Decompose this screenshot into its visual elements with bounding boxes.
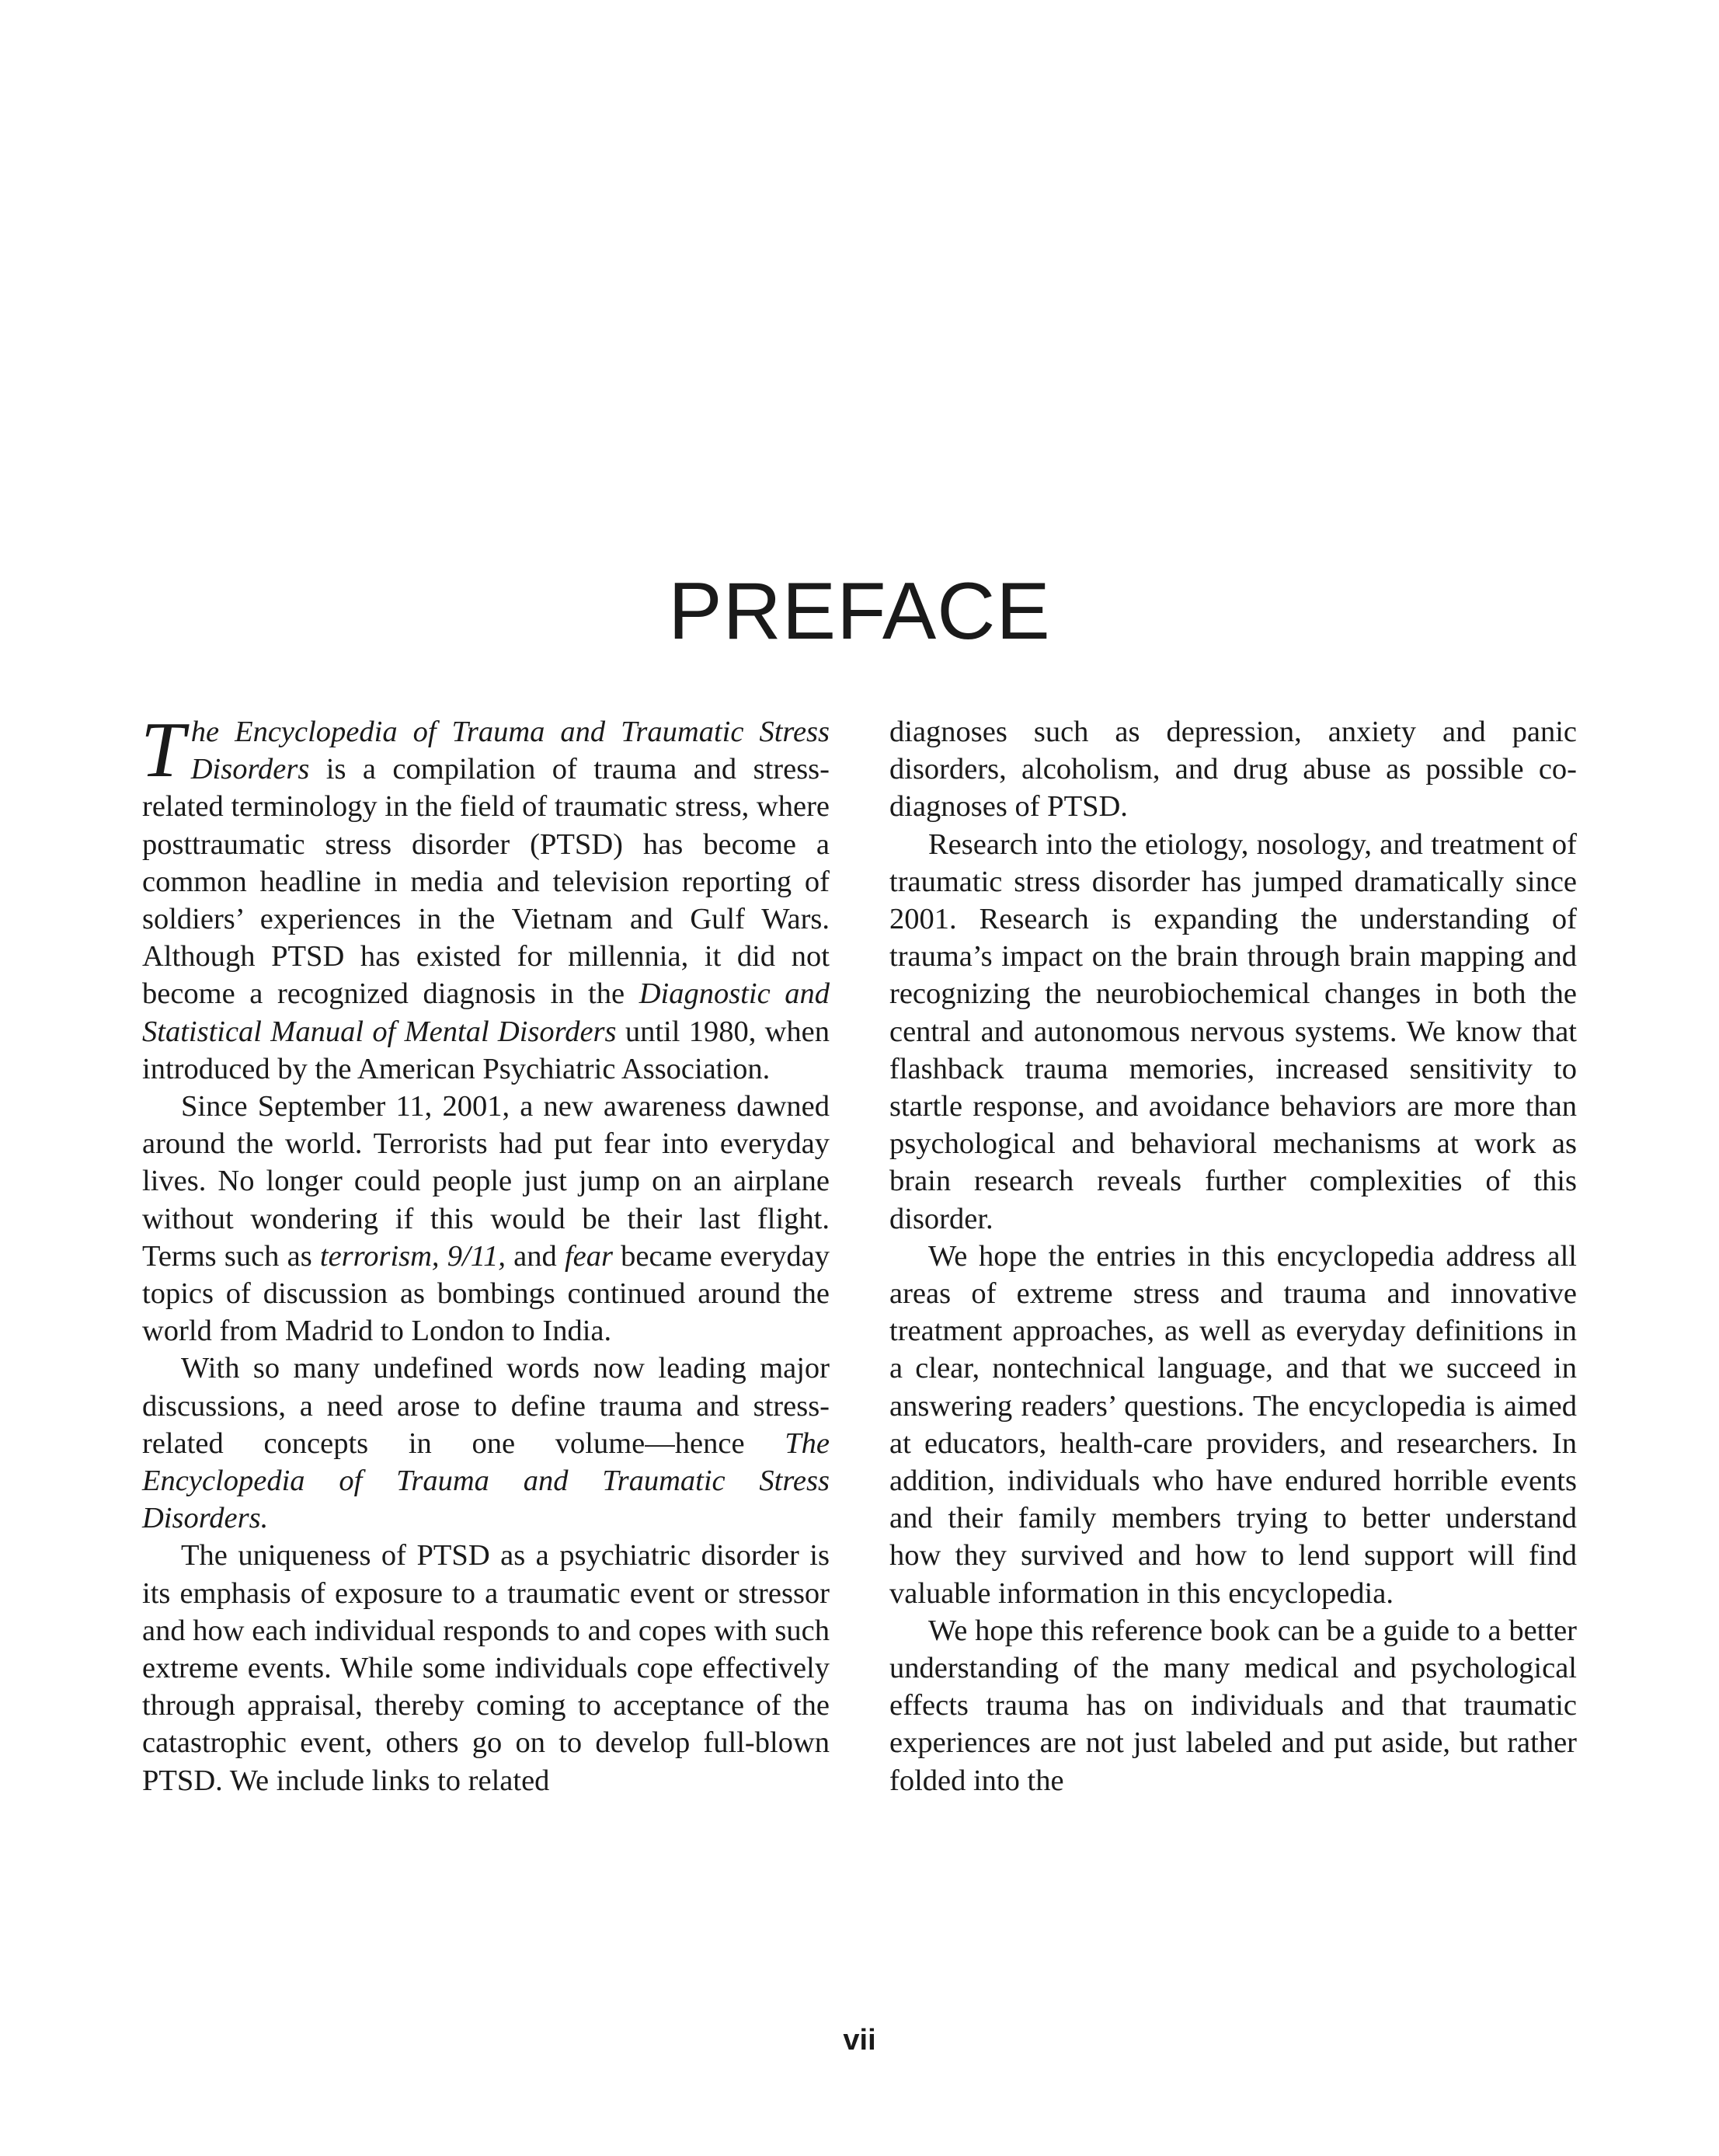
left-column: [141, 706, 830, 1799]
page-title: PREFACE: [668, 566, 1051, 657]
italic-terms: terrorism, 9/11,: [319, 1239, 506, 1273]
paragraph-text: With so many undefined words now leading major discussions, a need arose to define trauma and stress-related concepts in one volume—hence: [142, 1352, 830, 1460]
dsm-title-italic: Diagnostic and Statistical Manual of Mental Disorders: [142, 977, 830, 1048]
paragraph-text: Since September 11, 2001, a new awareness dawned around the world. Terrorists had put fear into everyday lives. No longer could people just jump on an airplane without wondering if this would be their last flight. Terms such as: [142, 1090, 830, 1273]
paragraph-research: Research into the etiology, nosology, and treatment of traumatic stress disorder has jumped dramatically since 2001. Research is expanding the understanding of trauma’s impact on the brain through brain mapping and recognizing the neurobiochemical changes in both the central and autonomous nervous systems. We know that flashback trauma memories, increased sensitivity to startle response, and avoidance behaviors are more than psychological and behavioral mechanisms at work as brain research reveals further complexities of this disorder.: [889, 827, 1577, 1235]
paragraph-continued: diagnoses such as depression, anxiety and panic disorders, alcoholism, and drug abuse as possible co-diagnoses of PTSD.: [889, 716, 1577, 824]
page-number: vii: [843, 2024, 876, 2057]
paragraph-undefined-words: [142, 1350, 830, 1537]
drop-cap: T: [141, 706, 185, 794]
book-title-italic: he Encyclopedia of Trauma and Traumatic Stress Disorders: [190, 716, 830, 786]
paragraph-september-11: [142, 1088, 830, 1350]
paragraph-intro: [141, 706, 830, 1088]
right-column: [889, 713, 1577, 1799]
paragraph-uniqueness: The uniqueness of PTSD as a psychiatric disorder is its emphasis of exposure to a traumatic event or stressor and how each individual responds to and copes with such extreme events. While some individuals cope effectively through appraisal, thereby coming to acceptance of the catastrophic event, others go on to develop full-blown PTSD. We include links to related: [142, 1539, 830, 1797]
paragraph-text: and: [505, 1239, 565, 1273]
paragraph-entries: We hope the entries in this encyclopedia address all areas of extreme stress and trauma and innovative treatment approaches, as well as everyday definitions in a clear, nontechnical language, and that we succeed in answering readers’ questions. The encyclopedia is aimed at educators, health-care providers, and researchers. In addition, individuals who have endured horrible events and their family members trying to better understand how they survived and how to lend support will find valuable information in this encyclopedia.: [889, 1239, 1577, 1610]
paragraph-text: is a compilation of trauma and stress-related terminology in the field of traumatic stress, where posttraumatic stress disorder (PTSD) has become a common headline in media and television reporting of soldiers’ experiences in the Vietnam and Gulf Wars. Although PTSD has existed for millennia, it did not become a recognized diagnosis in the: [142, 753, 830, 1011]
italic-term-fear: fear: [564, 1239, 613, 1273]
paragraph-text: became everyday topics of discussion as bombings continued around the world from Madrid to London to India.: [142, 1239, 830, 1348]
paragraph-text: until 1980, when introduced by the American Psychiatric Association.: [142, 1015, 830, 1085]
book-title-italic: The Encyclopedia of Trauma and Traumatic Stress Disorders.: [142, 1426, 830, 1535]
paragraph-reference-guide: We hope this reference book can be a guide to a better understanding of the many medical and psychological effects trauma has on individuals and that traumatic experiences are not just labeled and put aside, but rather folded into the: [889, 1614, 1577, 1797]
